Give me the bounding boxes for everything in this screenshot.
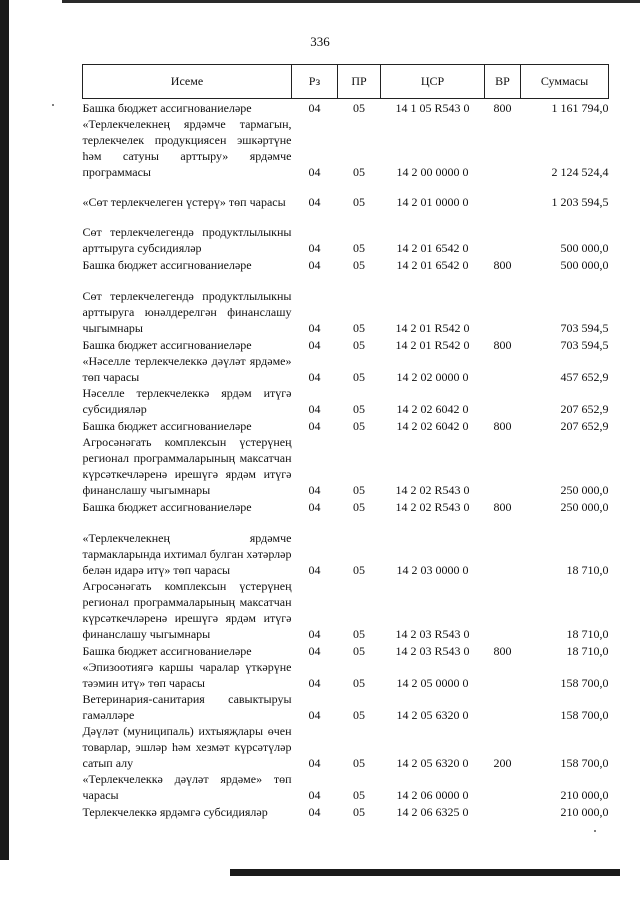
row-pr: 05 (353, 788, 365, 802)
row-pr: 05 (353, 165, 365, 179)
row-vr: 800 (493, 644, 512, 658)
row-pr: 05 (353, 805, 365, 819)
row-rz: 04 (308, 241, 321, 255)
row-csr: 14 2 03 R543 0 (395, 644, 470, 658)
row-sum: 703 594,5 (560, 338, 609, 352)
row-csr: 14 2 05 6320 0 (396, 708, 469, 722)
row-rz: 04 (308, 483, 321, 497)
row-name: Башка бюджет ассигнованиеләре (82, 258, 252, 272)
row-vr (485, 434, 521, 498)
row-csr: 14 2 01 R542 0 (395, 338, 470, 352)
row-name: Башка бюджет ассигнованиеләре (82, 500, 252, 514)
row-rz: 04 (308, 563, 321, 577)
row-sum: 18 710,0 (566, 644, 609, 658)
row-rz: 04 (308, 402, 321, 416)
table-row (83, 434, 609, 498)
header-rz: Рз (292, 65, 338, 99)
table-row (83, 116, 609, 180)
row-rz: 04 (308, 805, 321, 819)
row-name: Агросәнәгать комплексын үстерүнең регионал программаларының максатчан күрсәткечләренә ирешүгә ярдәм итүгә финанслашу чыгымнары (82, 435, 292, 497)
header-vr: ВР (485, 65, 521, 99)
row-sum: 18 710,0 (566, 627, 609, 641)
row-csr: 14 2 01 0000 0 (396, 195, 469, 209)
row-pr: 05 (353, 370, 365, 384)
row-sum: 1 161 794,0 (551, 101, 609, 115)
row-csr: 14 1 05 R543 0 (395, 101, 470, 115)
header-sum: Суммасы (521, 65, 609, 99)
row-csr: 14 2 05 0000 0 (396, 676, 469, 690)
row-pr: 05 (353, 241, 365, 255)
row-pr: 05 (353, 338, 365, 352)
row-pr: 05 (353, 756, 365, 770)
row-vr (485, 353, 521, 385)
row-name: Терлекчелеккә ярдәмгә субсидияләр (82, 805, 268, 819)
row-rz: 04 (308, 338, 321, 352)
row-vr: 800 (493, 500, 512, 514)
table-row (83, 498, 609, 515)
row-pr: 05 (353, 676, 365, 690)
row-rz: 04 (308, 788, 321, 802)
table-row (83, 515, 609, 578)
row-sum: 703 594,5 (560, 321, 609, 335)
row-csr: 14 2 02 0000 0 (396, 370, 469, 384)
row-pr: 05 (353, 101, 365, 115)
row-vr (485, 273, 521, 336)
row-pr: 05 (353, 195, 365, 209)
row-pr: 05 (353, 419, 365, 433)
row-sum: 500 000,0 (560, 258, 609, 272)
row-sum: 500 000,0 (560, 241, 609, 255)
row-name: «Терлекчелеккә дәүләт ярдәме» төп чарасы (82, 772, 292, 802)
row-pr: 05 (353, 627, 365, 641)
table-row (83, 353, 609, 385)
row-rz: 04 (308, 419, 321, 433)
row-rz: 04 (308, 708, 321, 722)
row-pr: 05 (353, 563, 365, 577)
scan-bottom-edge (230, 869, 620, 876)
row-vr (485, 116, 521, 180)
table-row (83, 691, 609, 723)
row-name: «Эпизоотиягә каршы чаралар үткәрүне тәэмин итү» төп чарасы (82, 660, 292, 690)
row-csr: 14 2 02 6042 0 (396, 419, 469, 433)
table-row (83, 659, 609, 691)
row-name: Агросәнәгать комплексын үстерүнең регионал программаларының максатчан күрсәткечләренә ирешүгә ярдәм итүгә финанслашу чыгымнары (82, 579, 292, 641)
row-rz: 04 (308, 195, 321, 209)
row-rz: 04 (308, 500, 321, 514)
row-sum: 158 700,0 (560, 756, 609, 770)
row-name: Башка бюджет ассигнованиеләре (82, 338, 252, 352)
row-rz: 04 (308, 627, 321, 641)
row-csr: 14 2 03 R543 0 (395, 627, 470, 641)
row-vr (485, 385, 521, 417)
page-number: 336 (310, 34, 330, 49)
row-rz: 04 (308, 101, 321, 115)
row-name: Дәүләт (муниципаль) ихтыяҗлары өчен товарлар, эшләр һәм хезмәт күрсәтүләр сатып алу (82, 724, 292, 770)
table-row (83, 578, 609, 642)
table-row (83, 642, 609, 659)
row-name: «Нәселле терлекчелеккә дәүләт ярдәме» төп чарасы (82, 354, 292, 384)
row-vr: 200 (493, 756, 512, 770)
header-csr: ЦСР (381, 65, 485, 99)
row-rz: 04 (308, 321, 321, 335)
row-sum: 2 124 524,4 (551, 165, 609, 179)
row-vr: 800 (493, 258, 512, 272)
row-name: Башка бюджет ассигнованиеләре (82, 644, 252, 658)
table-row (83, 385, 609, 417)
row-rz: 04 (308, 165, 321, 179)
table-row (83, 803, 609, 820)
row-sum: 158 700,0 (560, 676, 609, 690)
row-vr (485, 578, 521, 642)
row-name: Сөт терлекчелегендә продуктлылыкны арттыруга субсидияләр (82, 225, 292, 255)
row-name: «Терлекчелекнең ярдәмче тармакларында ихтимал булган хәтәрләр белән идарә итү» төп чарасы (82, 531, 292, 577)
row-sum: 1 203 594,5 (551, 195, 609, 209)
row-rz: 04 (308, 370, 321, 384)
row-csr: 14 2 06 6325 0 (396, 805, 469, 819)
row-sum: 457 652,9 (560, 370, 609, 384)
header-name: Исеме (83, 65, 292, 99)
table-row (83, 180, 609, 210)
row-name: «Терлекчелекнең ярдәмче тармагын, терлекчелек продукциясен эшкәртүне һәм сатуны арттыру» ярдәмче программасы (82, 117, 292, 179)
row-name: «Сөт терлекчелеген үстерү» төп чарасы (82, 195, 286, 209)
row-vr (485, 771, 521, 803)
table-row (83, 723, 609, 771)
table-row (83, 256, 609, 273)
row-pr: 05 (353, 258, 365, 272)
row-csr: 14 2 00 0000 0 (396, 165, 469, 179)
row-sum: 158 700,0 (560, 708, 609, 722)
table-row (83, 336, 609, 353)
row-vr (485, 180, 521, 210)
row-rz: 04 (308, 258, 321, 272)
header-pr: ПР (338, 65, 381, 99)
row-sum: 18 710,0 (566, 563, 609, 577)
row-sum: 207 652,9 (560, 419, 609, 433)
row-vr (485, 659, 521, 691)
table-row (83, 210, 609, 256)
row-pr: 05 (353, 483, 365, 497)
row-vr (485, 515, 521, 578)
row-csr: 14 2 02 R543 0 (395, 500, 470, 514)
row-name: Башка бюджет ассигнованиеләре (82, 419, 252, 433)
table-row (83, 99, 609, 117)
row-pr: 05 (353, 708, 365, 722)
row-pr: 05 (353, 321, 365, 335)
scan-left-edge (0, 0, 9, 860)
row-csr: 14 2 05 6320 0 (396, 756, 469, 770)
row-csr: 14 2 02 6042 0 (396, 402, 469, 416)
row-pr: 05 (353, 500, 365, 514)
row-csr: 14 2 02 R543 0 (395, 483, 470, 497)
row-vr (485, 691, 521, 723)
table-header-row (83, 65, 609, 99)
table-row (83, 417, 609, 434)
row-csr: 14 2 06 0000 0 (396, 788, 469, 802)
table-row (83, 771, 609, 803)
row-rz: 04 (308, 676, 321, 690)
row-sum: 250 000,0 (560, 500, 609, 514)
budget-table (82, 64, 609, 820)
row-rz: 04 (308, 644, 321, 658)
row-name: Башка бюджет ассигнованиеләре (82, 101, 252, 115)
scan-top-edge (62, 0, 640, 3)
scan-speck (52, 104, 54, 106)
row-vr (485, 210, 521, 256)
row-csr: 14 2 03 0000 0 (396, 563, 469, 577)
row-sum: 210 000,0 (560, 805, 609, 819)
row-csr: 14 2 01 6542 0 (396, 258, 469, 272)
scan-speck (594, 830, 596, 832)
row-sum: 207 652,9 (560, 402, 609, 416)
row-vr: 800 (493, 101, 512, 115)
row-vr: 800 (493, 338, 512, 352)
row-name: Ветеринария-санитария савыктыруы гамәлләре (82, 692, 292, 722)
row-pr: 05 (353, 644, 365, 658)
row-csr: 14 2 01 R542 0 (395, 321, 470, 335)
row-vr: 800 (493, 419, 512, 433)
row-name: Нәселле терлекчелеккә ярдәм итүгә субсидияләр (82, 386, 292, 416)
row-vr (485, 803, 521, 820)
row-sum: 250 000,0 (560, 483, 609, 497)
row-name: Сөт терлекчелегендә продуктлылыкны арттыруга юнәлдерелгән финанслашу чыгымнары (82, 289, 292, 335)
row-csr: 14 2 01 6542 0 (396, 241, 469, 255)
row-rz: 04 (308, 756, 321, 770)
table-row (83, 273, 609, 336)
row-pr: 05 (353, 402, 365, 416)
row-sum: 210 000,0 (560, 788, 609, 802)
